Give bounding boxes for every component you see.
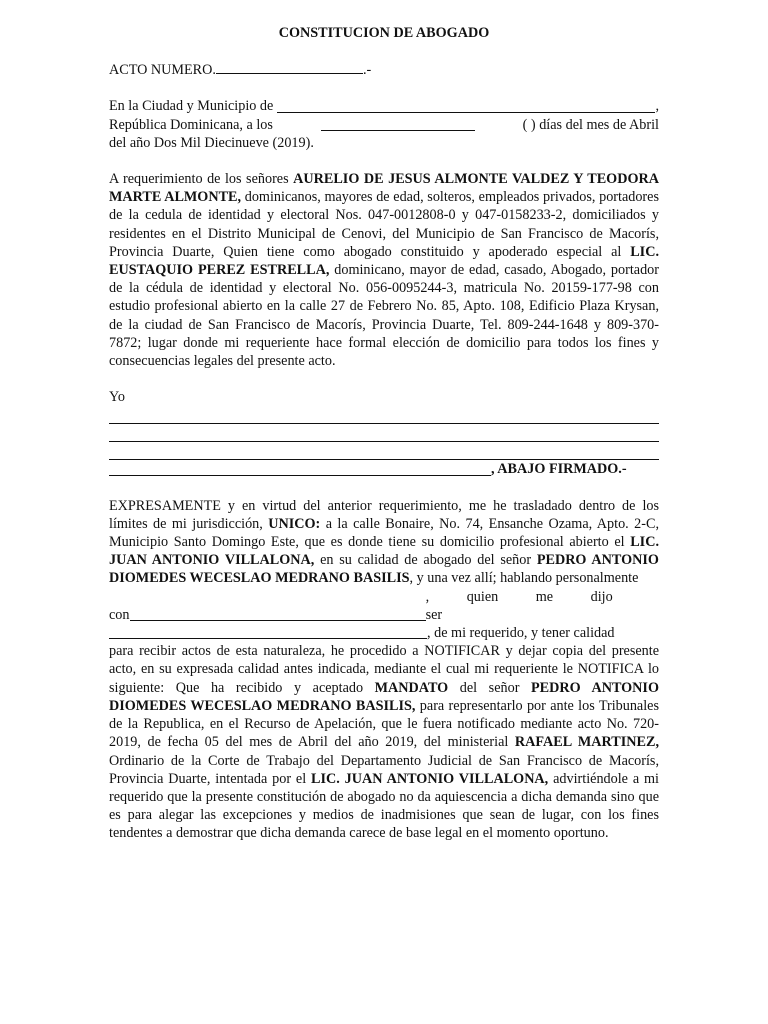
alguacil-blank-2[interactable] xyxy=(109,424,659,442)
rafael-martinez: RAFAEL MARTINEZ, xyxy=(514,734,660,751)
req-text-1: A requerimiento de los señores xyxy=(109,171,294,188)
de-mi-row xyxy=(109,624,659,642)
con-label: con xyxy=(109,606,130,623)
lic-juan-antonio-2: LIC. JUAN ANTONIO VILLALONA, xyxy=(311,770,549,787)
paragraph-notificacion-1 xyxy=(109,497,659,588)
city-blank[interactable] xyxy=(277,98,656,113)
pedro-antonio-name-2: PEDRO ANTONIO DIOMEDES WECESLAO MEDRANO BASILIS, xyxy=(109,679,659,714)
not-text-9: advirtiéndole a mi requerido que la presente constitución de abogado no da aquiescencia a dicha demanda sino que es para alegar las excepciones y medios de inadmisiones que sean de lugar, con los fines tendentes a demostrar que dicha demanda carece de base legal en el momento oportuno. xyxy=(109,770,659,842)
not-text-5: para recibir actos de esta naturaleza, he procedido a NOTIFICAR y dejar copia del presente acto, en su expresada calidad antes indicada, mediante el cual mi requeriente le NOTIFICA lo siguiente: Que ha recibido y aceptado xyxy=(109,643,659,696)
abajo-firmado-row xyxy=(109,460,659,478)
persona-blank[interactable] xyxy=(130,607,426,621)
location-comma: , xyxy=(655,98,659,115)
not-text-4: , y una vez allí; hablando personalmente xyxy=(409,570,639,587)
day-blank[interactable] xyxy=(321,117,475,131)
paragraph-notificacion-2 xyxy=(109,642,659,842)
req-text-3: dominicano, mayor de edad, casado, Abogado, portador de la cédula de identidad y electoral No. 056-0095244-3, matricula No. 20159-177-98 con estudio profesional abierto en la calle 27 de Febrero No. 85, Apto. 108, Edificio Plaza Krysan, de la ciudad de San Francisco de Macorís, Provincia Duarte, Tel. 809-244-1648 y 809-370-7872; lugar donde mi requeriente hace formal elección de domicilio para todos los fines y consecuencias legales del presente acto. xyxy=(109,262,659,370)
acto-numero-suffix: .- xyxy=(362,62,372,79)
date-label: República Dominicana, a los xyxy=(109,116,273,133)
pedro-antonio-name: PEDRO ANTONIO DIOMEDES WECESLAO MEDRANO BASILIS xyxy=(109,552,659,587)
alguacil-blank-4[interactable] xyxy=(109,461,491,476)
acto-numero-label: ACTO NUMERO. xyxy=(109,62,216,79)
year-text: del año Dos Mil Diecinueve (2019). xyxy=(109,134,314,151)
con-row xyxy=(109,588,659,624)
paragraph-requerimiento xyxy=(109,170,659,370)
abajo-firmado: , ABAJO FIRMADO.- xyxy=(491,461,627,478)
paragraph-location-date xyxy=(109,97,659,152)
not-text-2: a la calle Bonaire, No. 74, Ensanche Ozama, Apto. 2-C, Municipio Santo Domingo Este, que es donde tiene su domicilio profesional abierto el xyxy=(109,515,659,551)
location-label: En la Ciudad y Municipio de xyxy=(109,98,274,115)
alguacil-blank-1[interactable] xyxy=(109,406,659,424)
acto-numero-blank[interactable] xyxy=(216,60,363,74)
yo-label: Yo xyxy=(109,389,125,406)
lic-juan-antonio: LIC. JUAN ANTONIO VILLALONA, xyxy=(109,534,659,569)
date-row xyxy=(109,116,659,134)
requerientes-names: AURELIO DE JESUS ALMONTE VALDEZ Y TEODORA MARTE ALMONTE, xyxy=(109,171,659,206)
acto-numero-line xyxy=(109,60,659,79)
not-text-1: EXPRESAMENTE y en virtud del anterior requerimiento, me he trasladado dentro de los límites de mi jurisdicción, xyxy=(109,497,659,532)
abogado-name: LIC. EUSTAQUIO PEREZ ESTRELLA, xyxy=(109,243,659,279)
month-text: ( ) días del mes de Abril xyxy=(522,116,659,133)
not-text-7: para representarlo por ante los Tribunales de la Republica, en el Recurso de Apelación, que le fuera notificado mediante acto No. 720-2019, de fecha 05 del mes de Abril del año 2019, del ministerial xyxy=(109,697,659,751)
req-text-2: dominicanos, mayores de edad, solteros, empleados privados, portadores de la cedula de identidad y electoral Nos. 047-0012808-0 y 047-0158233-2, domiciliados y residentes en el Distrito Municipal de Cenovi, del Municipio de San Francisco de Macorís, Provincia Duarte, Quien tiene como abogado constituido y apoderado especial al xyxy=(109,189,659,260)
not-text-3: en su calidad de abogado del señor xyxy=(314,552,537,569)
not-text-8: Ordinario de la Corte de Trabajo del Departamento Judicial de San Francisco de Macorís, Provincia Duarte, intentada por el xyxy=(109,752,659,787)
de-mi-text: , de mi requerido, y tener calidad xyxy=(427,625,615,642)
calidad-blank[interactable] xyxy=(109,624,427,639)
quien-text: , quien me dijo ser xyxy=(425,588,613,623)
unico-label: UNICO: xyxy=(268,515,321,532)
alguacil-blank-3[interactable] xyxy=(109,442,659,460)
document-title: CONSTITUCION DE ABOGADO xyxy=(278,25,490,41)
mandato-label: MANDATO xyxy=(374,679,449,696)
location-row xyxy=(109,97,659,115)
not-text-6: del señor xyxy=(448,679,531,696)
